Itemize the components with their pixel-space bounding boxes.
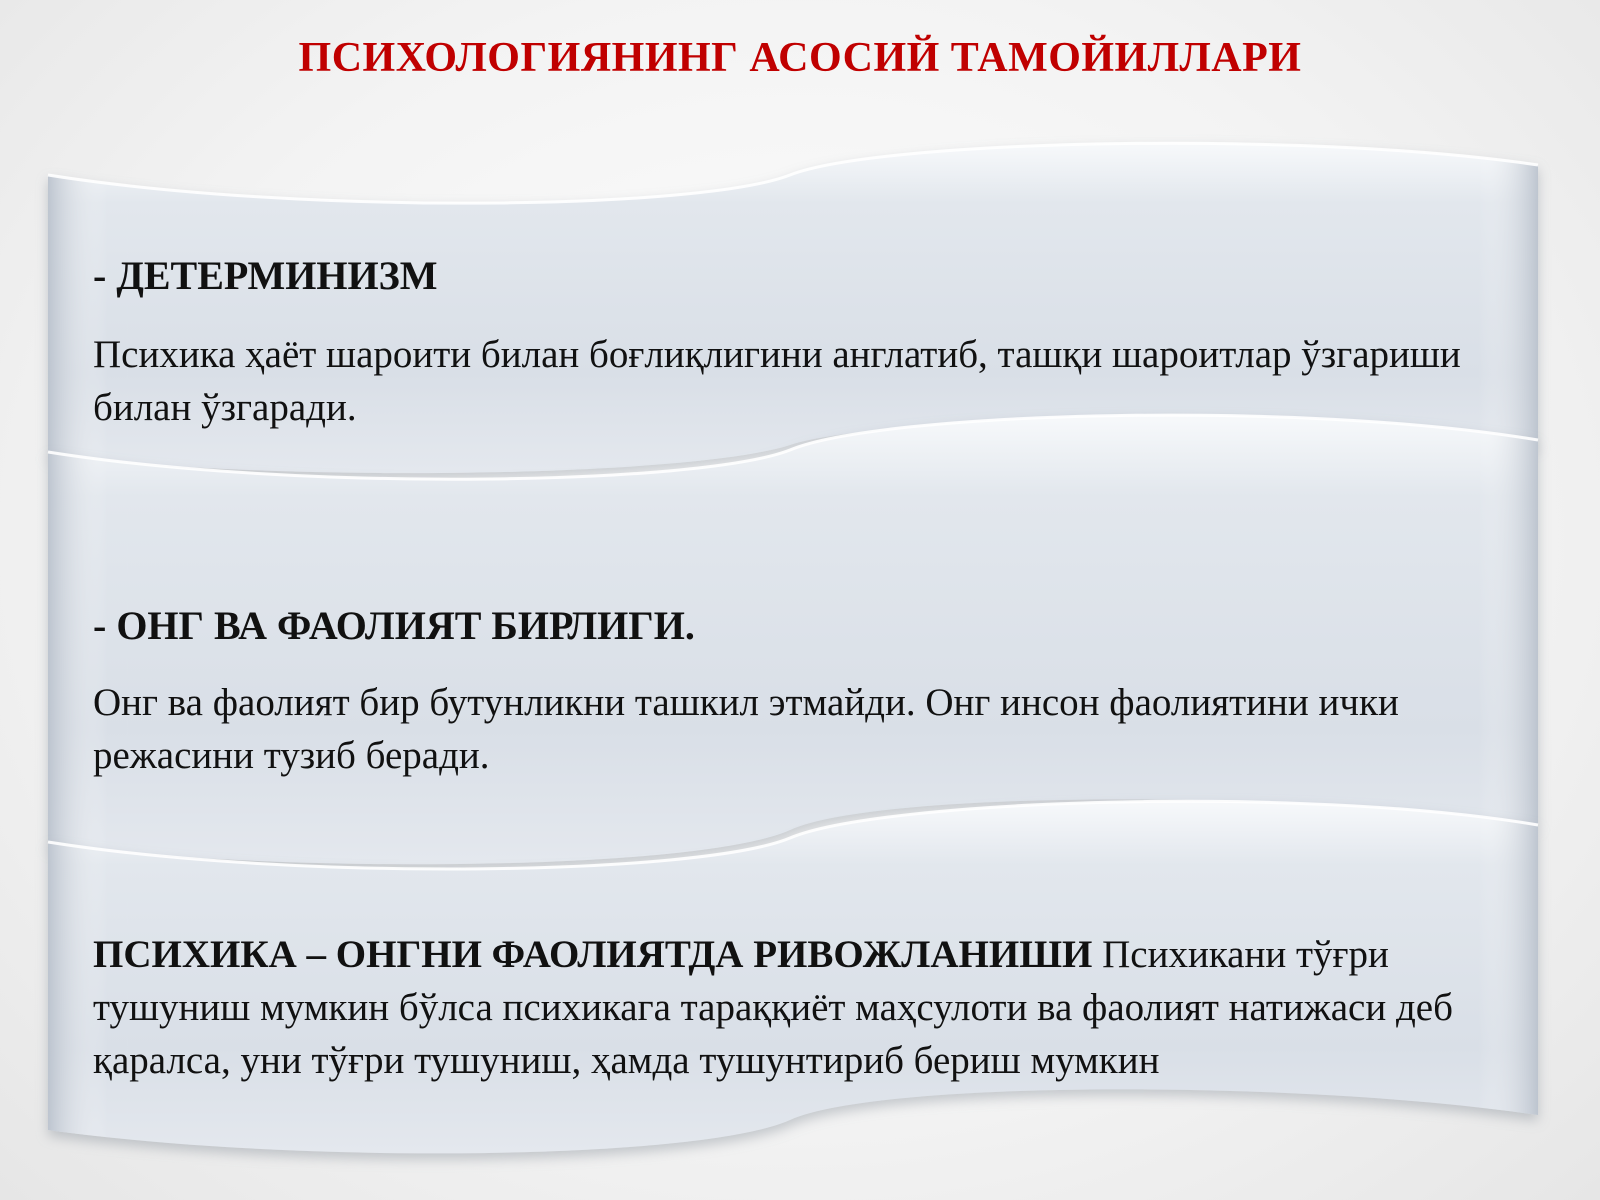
principle-3-description: Психикани тўғри тушуниш мумкин бўлса психикага тараққиёт маҳсулоти ва фаолият натижаси деб қаралса, уни тўғри тушуниш, ҳамда тушунтириб бериш мумкин [93,933,1453,1082]
principle-1-description: Психика ҳаёт шароити билан боғлиқлигини англатиб, ташқи шароитлар ўзгариши билан ўзгаради. [93,333,1461,429]
principle-2-description: Онг ва фаолият бир бутунликни ташкил этмайди. Онг инсон фаолиятини ички режасини тузиб беради. [93,681,1399,777]
principle-2-heading: - ОНГ ВА ФАОЛИЯТ БИРЛИГИ. [93,603,695,648]
principle-3-heading: ПСИХИКА – ОНГНИ ФАОЛИЯТДА РИВОЖЛАНИШИ [93,933,1093,976]
principle-3-paragraph [93,928,1513,1087]
slide-title: ПСИХОЛОГИЯНИНГ АСОСИЙ ТАМОЙИЛЛАРИ [298,35,1302,81]
principle-1-heading: - ДЕТЕРМИНИЗМ [93,253,438,298]
